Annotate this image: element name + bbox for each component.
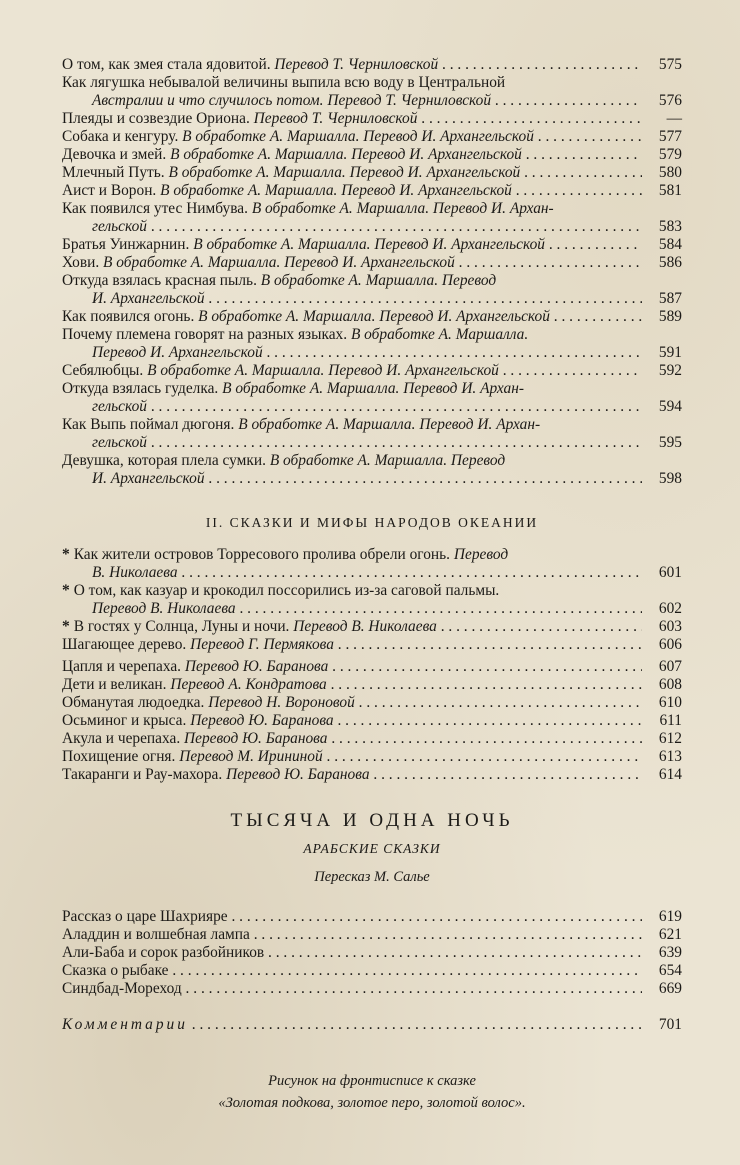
toc-entry[interactable]: [62, 110, 682, 128]
table-of-contents: [62, 56, 682, 1112]
entry-credit-continued: Перевод И. Архангельской: [92, 344, 263, 361]
entry-credit: Перевод: [453, 546, 509, 563]
new-translation-marker: *: [62, 546, 70, 563]
toc-entry[interactable]: [62, 546, 682, 582]
entry-credit: Перевод В. Николаева: [293, 618, 437, 635]
entry-credit: В обработке А. Маршалла. Перевод И. Архангельской: [193, 236, 545, 253]
entry-title: Осьминог и крыса.: [62, 712, 191, 729]
page-number: 608: [658, 676, 682, 693]
entry-title: Синдбад-Мореход: [62, 980, 182, 997]
page-number: 577: [658, 128, 682, 145]
section-arabian-entries: [62, 908, 682, 998]
page-number: 591: [658, 344, 682, 361]
entry-credit: В обработке А. Маршалла. Перевод И. Архангельской: [168, 164, 521, 181]
entry-credit: Перевод Г. Пермякова: [190, 636, 334, 653]
toc-entry[interactable]: [62, 926, 682, 944]
toc-entry[interactable]: [62, 908, 682, 926]
toc-entry[interactable]: [62, 74, 682, 110]
entry-credit: Перевод Ю. Баранова: [226, 766, 370, 783]
entry-credit-continued: Перевод В. Николаева: [92, 600, 236, 617]
page-number: 589: [658, 308, 682, 325]
entry-credit-continued: И. Архангельской: [92, 290, 205, 307]
page-number: —: [666, 110, 682, 127]
toc-entry[interactable]: [62, 326, 682, 362]
toc-entry[interactable]: [62, 944, 682, 962]
frontispiece-caption-line2: «Золотая подкова, золотое перо, золотой волос».: [218, 1095, 526, 1111]
entry-title: Почему племена говорят на разных языках.: [62, 326, 351, 343]
comments-label: Комментарии: [62, 1016, 188, 1033]
entry-credit-continued: Австралии и что случилось потом. Перевод Т. Черниловской: [92, 92, 492, 109]
page-number: 602: [658, 600, 682, 617]
toc-entry[interactable]: [62, 56, 682, 74]
page-number: 594: [658, 398, 682, 415]
page-number: 639: [658, 944, 682, 961]
entry-title: О том, как змея стала ядовитой.: [62, 56, 275, 73]
entry-credit: В обработке А. Маршалла. Перевод: [260, 272, 497, 289]
entry-title: Себялюбцы.: [62, 362, 148, 379]
entry-title: Собака и кенгуру.: [62, 128, 183, 145]
page-number: 613: [658, 748, 682, 765]
entry-title: Такаранги и Рау-махора.: [62, 766, 227, 783]
entry-title: Млечный Путь.: [62, 164, 169, 181]
page-number: 583: [658, 218, 682, 235]
page-number: 595: [658, 434, 682, 451]
entry-credit: В обработке А. Маршалла. Перевод И. Архангельской: [147, 362, 499, 379]
entry-title: Рассказ о царе Шахрияре: [62, 908, 228, 925]
entry-title: Плеяды и созвездие Ориона.: [62, 110, 254, 127]
section-australia-entries: [62, 56, 682, 488]
page-number: 586: [658, 254, 682, 271]
entry-title: Как Выпь поймал дюгоня.: [62, 416, 239, 433]
toc-entry[interactable]: [62, 748, 682, 766]
toc-entry[interactable]: [62, 676, 682, 694]
page-number: 579: [658, 146, 682, 163]
page-number: 601: [658, 564, 682, 581]
toc-entry[interactable]: [62, 200, 682, 236]
entry-title: Девочка и змей.: [62, 146, 171, 163]
toc-entry[interactable]: [62, 658, 682, 676]
toc-entry[interactable]: [62, 362, 682, 380]
comments-entry[interactable]: [62, 1016, 682, 1034]
page-number: 580: [658, 164, 682, 181]
entry-credit: В обработке А. Маршалла. Перевод И. Архангельской: [160, 182, 512, 199]
part-title: ТЫСЯЧА И ОДНА НОЧЬ: [230, 810, 514, 831]
entry-credit: В обработке А. Маршалла. Перевод И. Архан-: [222, 380, 524, 397]
entry-title: Али-Баба и сорок разбойников: [62, 944, 265, 961]
page-number: 619: [658, 908, 682, 925]
entry-credit-continued: гельской: [92, 398, 148, 415]
entry-credit: Перевод Т. Черниловской: [274, 56, 439, 73]
entry-credit: Перевод Ю. Баранова: [184, 730, 328, 747]
entry-title: Обманутая людоедка.: [62, 694, 209, 711]
entry-title: Хови.: [62, 254, 104, 271]
entry-credit: Перевод А. Кондратова: [170, 676, 327, 693]
entry-credit: В обработке А. Маршалла. Перевод И. Архан-: [251, 200, 554, 217]
entry-title: Как жители островов Торресового пролива обрели огонь.: [73, 546, 454, 563]
toc-entry[interactable]: [62, 254, 682, 272]
entry-credit: В обработке А. Маршалла. Перевод И. Архангельской: [182, 128, 534, 145]
toc-entry[interactable]: [62, 272, 682, 308]
section-oceania-entries: [62, 546, 682, 784]
entry-credit: В обработке А. Маршалла. Перевод И. Архан-: [238, 416, 541, 433]
part-reteller: Пересказ М. Салье: [314, 869, 430, 885]
toc-entry[interactable]: [62, 146, 682, 164]
page-number: 610: [658, 694, 682, 711]
entry-credit: В обработке А. Маршалла. Перевод И. Архангельской: [198, 308, 550, 325]
entry-title: Откуда взялась гуделка.: [62, 380, 223, 397]
page-number: 612: [658, 730, 682, 747]
entry-title: Похищение огня.: [62, 748, 180, 765]
toc-entry[interactable]: [62, 380, 682, 416]
toc-entry[interactable]: [62, 164, 682, 182]
page-number: 621: [658, 926, 682, 943]
entry-title: Аладдин и волшебная лампа: [62, 926, 250, 943]
toc-entry[interactable]: [62, 694, 682, 712]
entry-title: Акула и черепаха.: [62, 730, 185, 747]
page-number: 598: [658, 470, 682, 487]
page-number: 584: [658, 236, 682, 253]
page-number: 603: [658, 618, 682, 635]
entry-title: Девушка, которая плела сумки.: [62, 452, 270, 469]
entry-credit: Перевод М. Ирининой: [179, 748, 323, 765]
entry-credit: В обработке А. Маршалла. Перевод И. Архангельской: [170, 146, 522, 163]
entry-credit: Перевод Ю. Баранова: [190, 712, 334, 729]
entry-title: В гостях у Солнца, Луны и ночи.: [73, 618, 294, 635]
page-number: 614: [658, 766, 682, 783]
toc-entry[interactable]: [62, 962, 682, 980]
entry-credit: В обработке А. Маршалла. Перевод И. Архангельской: [103, 254, 455, 271]
page-number: 701: [658, 1016, 682, 1033]
entry-title: Шагающее дерево.: [62, 636, 191, 653]
toc-entry[interactable]: [62, 766, 682, 784]
entry-title: Цапля и черепаха.: [62, 658, 185, 675]
entry-credit: Перевод Т. Черниловской: [253, 110, 418, 127]
toc-entry[interactable]: [62, 236, 682, 254]
entry-credit-continued: гельской: [92, 434, 148, 451]
entry-credit: В обработке А. Маршалла. Перевод: [269, 452, 506, 469]
toc-entry[interactable]: [62, 582, 682, 618]
page-number: 654: [658, 962, 682, 979]
entry-credit: Перевод Н. Вороновой: [208, 694, 355, 711]
toc-entry[interactable]: [62, 618, 682, 636]
page-number: 669: [658, 980, 682, 997]
entry-title: Откуда взялась красная пыль.: [62, 272, 261, 289]
toc-entry[interactable]: [62, 636, 682, 654]
page-number: 587: [658, 290, 682, 307]
toc-entry[interactable]: [62, 128, 682, 146]
entry-credit-continued: гельской: [92, 218, 148, 235]
toc-entry[interactable]: [62, 452, 682, 488]
page-number: 581: [658, 182, 682, 199]
entry-title: Братья Уинжарнин.: [62, 236, 194, 253]
frontispiece-caption-line1: Рисунок на фронтисписе к сказке: [268, 1073, 476, 1089]
entry-title: Сказка о рыбаке: [62, 962, 169, 979]
entry-credit: В обработке А. Маршалла.: [350, 326, 529, 343]
entry-title: Как лягушка небывалой величины выпила всю воду в Центральной: [62, 74, 506, 91]
entry-credit-continued: В. Николаева: [92, 564, 178, 581]
toc-entry[interactable]: [62, 308, 682, 326]
toc-entry[interactable]: [62, 980, 682, 998]
toc-entry[interactable]: [62, 416, 682, 452]
page-number: 611: [659, 712, 682, 729]
section-oceania-title: II. СКАЗКИ И МИФЫ НАРОДОВ ОКЕАНИИ: [205, 515, 539, 530]
entry-credit: Перевод Ю. Баранова: [184, 658, 329, 675]
page-number: 606: [658, 636, 682, 653]
entry-title: Аист и Ворон.: [62, 182, 161, 199]
entry-title: Как появился утес Нимбува.: [62, 200, 252, 217]
part-subtitle: АРАБСКИЕ СКАЗКИ: [303, 841, 441, 856]
page-number: 607: [658, 658, 682, 675]
entry-credit-continued: И. Архангельской: [92, 470, 205, 487]
new-translation-marker: *: [62, 618, 70, 635]
page-number: 576: [658, 92, 682, 109]
page-number: 592: [658, 362, 682, 379]
page-number: 575: [658, 56, 682, 73]
entry-title: О том, как казуар и крокодил поссорились из-за саговой пальмы.: [73, 582, 500, 599]
toc-entry[interactable]: [62, 730, 682, 748]
toc-entry[interactable]: [62, 182, 682, 200]
toc-entry[interactable]: [62, 712, 682, 730]
entry-title: Дети и великан.: [62, 676, 171, 693]
entry-title: Как появился огонь.: [62, 308, 199, 325]
new-translation-marker: *: [62, 582, 70, 599]
